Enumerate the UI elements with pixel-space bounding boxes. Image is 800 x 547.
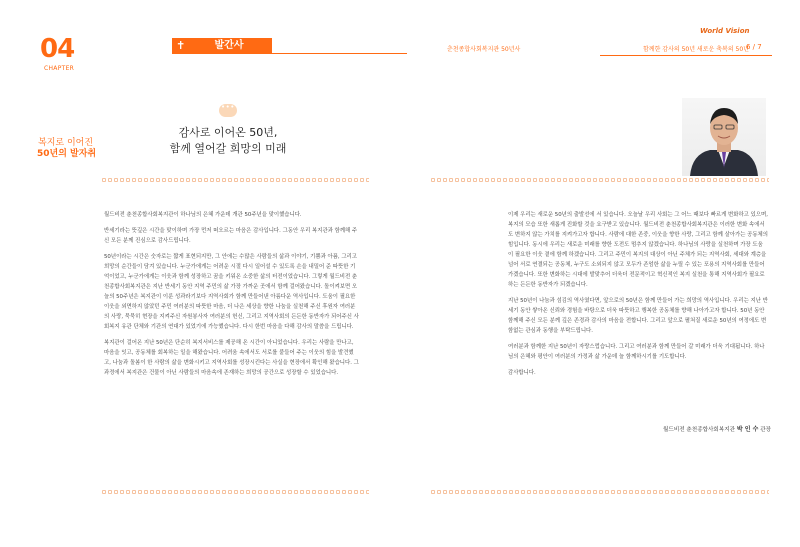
bottom-chain-divider-left [101,489,369,495]
director-portrait [682,98,766,176]
body-paragraph: 감사합니다. [508,370,536,376]
header-rule [600,55,772,56]
body-paragraph: 여러분과 함께한 지난 50년이 자랑스럽습니다. 그리고 여러분과 함께 만들어 갈 미래가 더욱 기대됩니다. 하나님의 은혜와 평안이 여러분의 가정과 삶 가운데 늘 함께하시기를 기도합니다. [508,344,765,360]
world-vision-logo: World Vision [700,27,750,35]
article-title-line2: 함께 열어갈 희망의 미래 [169,142,287,155]
body-paragraph: 지난 50년이 나눔과 섬김의 역사였다면, 앞으로의 50년은 함께 만들어 가는 희망의 역사입니다. 우리는 지난 반세기 동안 쌓아온 신뢰와 경험을 바탕으로 더욱 따뜻하고 행복한 공동체를 향해 나아가고자 합니다. 50년 동안 함께해 주신 모든 분께 깊은 존경과 감사의 마음을 전합니다. 그리고 앞으로 펼쳐질 새로운 50년의 여정에도 변함없는 관심과 동행을 부탁드립니다. [508,298,768,334]
badge-underline [272,53,407,54]
body-paragraph: 이제 우리는 새로운 50년의 출발선에 서 있습니다. 오늘날 우리 사회는 그 어느 때보다 빠르게 변화하고 있으며, 복지의 모습 또한 새롭게 진화할 것을 요구받고 있습니다. 월드비전 춘천종합사회복지관은 이러한 변화 속에서도 변하지 않는 가치를 지켜가고자 합니다. 사람에 대한 존중, 이웃을 향한 사랑, 그리고 함께 살아가는 공동체의 힘입니다. 동시에 우리는 새로운 미래를 향한 도전도 멈추지 않겠습니다. 하나님의 사랑을 실천하며 가장 도움이 필요한 이웃 곁에 함께 하겠습니다. 그리고 주민이 복지의 대상이 아닌 주체가 되는 지역사회, 세대와 계층을 넘어 서로 연결되는 공동체, 누구도 소외되지 않고 모두가 존엄한 삶을 누릴 수 있는 포용의 지역사회를 만들어 가겠습니다. 또한 변화하는 시대에 발맞추어 더욱더 전문적이고 혁신적인 복지 실천을 통해 지역사회가 필요로 하는 든든한 동반자가 되겠습니다. [508,212,768,288]
body-paragraph: 월드비전 춘천종합사회복지관이 하나님의 은혜 가운데 개관 50주년을 맞이했습니다. [104,212,302,218]
page-number: 6 / 7 [746,43,762,51]
section-subtitle-line1: 복지로 이어진 [38,138,94,148]
signature [611,424,771,433]
chapter-number: 04 [40,34,75,64]
body-paragraph: 복지관이 걸어온 지난 50년은 단순히 복지서비스를 제공해 온 시간이 아니었습니다. 우리는 사람을 만나고, 마음을 잇고, 공동체를 회복하는 일을 해왔습니다. 어려움 속에서도 서로를 붙들어 주는 이웃의 힘을 발견했고, 나눔과 돌봄이 한 사람의 삶을 변화시키고 지역사회를 성장시킨다는 사실을 현장에서 확인해 왔습니다. 그 과정에서 복지관은 건물이 아닌 사람들의 마음속에 존재하는 희망의 공간으로 성장할 수 있었습니다. [104,340,359,376]
article-title-line1: 감사로 이어온 50년, [178,126,278,139]
section-badge-label: 발간사 [214,40,244,51]
body-paragraph: 50년이라는 시간은 숫자로는 짧게 표현되지만, 그 안에는 수많은 사람들의 삶과 이야기, 기쁨과 아픔, 그리고 희망의 순간들이 담겨 있습니다. 누군가에게는 어려운 시절 다시 일어설 수 있도록 손을 내밀어 준 따뜻한 기억이었고, 누군가에게는 이웃과 함께 성장하고 꿈을 키워온 소중한 삶의 터전이었습니다. 그렇게 월드비전 춘천종합사회복지관은 지난 반세기 동안 지역 주민의 삶 가장 가까운 곳에서 함께 걸어왔습니다. 돌이켜보면 오늘의 50주년은 복지관이 이룬 성과라기보다 지역사회가 함께 만들어낸 아름다운 역사입니다. 도움이 필요한 이웃을 외면하지 않았던 주민 여러분의 따뜻한 마음, 더 나은 세상을 향한 나눔을 실천해 주신 후원자 여러분의 사랑, 묵묵히 현장을 지켜주신 자원봉사자 여러분의 헌신, 그리고 지역사회의 든든한 동반자가 되어주신 사회복지 유관 단체와 기관의 연대가 있었기에 가능했습니다. 다시 한번 마음을 다해 감사의 말씀을 드립니다. [104,254,359,330]
header-slogan: 함께한 감사의 50년 새로운 축복의 50년 [643,46,749,53]
left-body-column [104,210,360,384]
chapter-label: CHAPTER [44,65,75,72]
signature-title: 관장 [760,427,771,433]
bottom-chain-divider-right [430,489,769,495]
top-chain-divider-left [101,177,369,183]
signature-name: 박 인 수 [736,426,759,433]
top-chain-divider-right [430,177,769,183]
body-paragraph: 반세기라는 뜻깊은 시간을 맞이하며 가장 먼저 떠오르는 마음은 감사입니다. 그동안 우리 복지관과 함께해 주신 모든 분께 진심으로 감사드립니다. [104,228,358,244]
header-book-title: 춘천종합사회복지관 50년사 [447,46,521,53]
right-body-column [508,210,768,384]
cross-icon: ✝ [176,39,186,52]
section-subtitle-line2: 50년의 발자취 [37,149,97,159]
signature-org: 월드비전 춘천종합사회복지관 [663,427,736,433]
bubble-dots: ••• [221,103,235,111]
